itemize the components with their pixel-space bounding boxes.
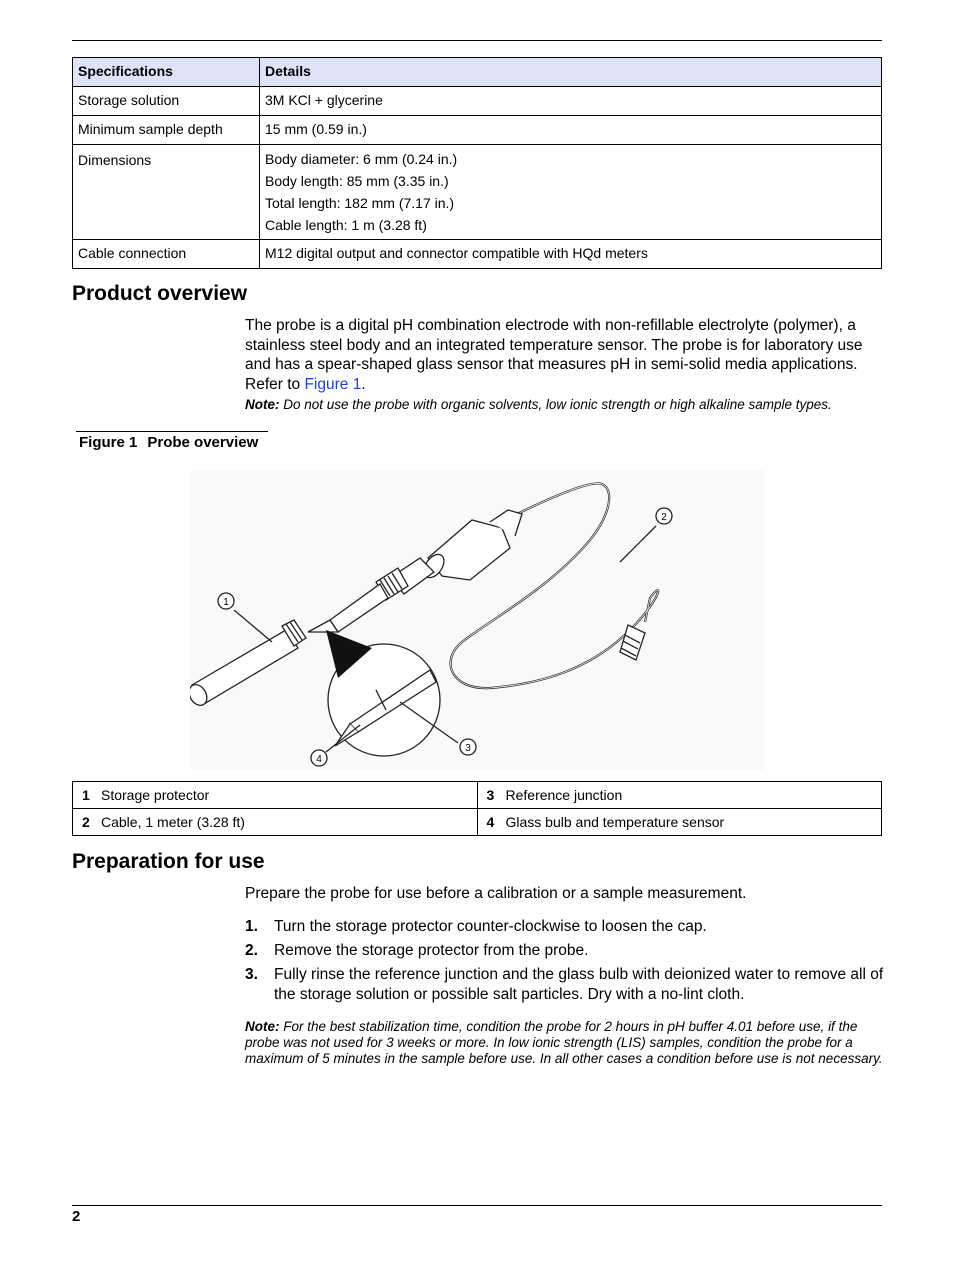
probe-illustration — [190, 470, 764, 770]
table-row — [73, 240, 882, 269]
section-heading-preparation: Preparation for use — [72, 850, 265, 873]
column-header: Specifications — [73, 58, 260, 87]
detail-cell: M12 digital output and connector compatible with HQd meters — [260, 240, 882, 269]
legend-item — [73, 782, 478, 809]
overview-note — [245, 397, 885, 413]
table-row — [73, 809, 882, 836]
figure-legend-table — [72, 781, 882, 836]
list-item — [245, 965, 885, 1004]
legend-item — [73, 809, 478, 836]
legend-text: Reference junction — [505, 786, 623, 803]
spec-cell: Storage solution — [73, 87, 260, 116]
figure-label: Figure 1 — [79, 434, 138, 451]
overview-body-end: . — [361, 375, 366, 393]
detail-line: Total length: 182 mm (7.17 in.) — [265, 195, 455, 211]
callout-1: 1 — [223, 597, 229, 608]
header-rule — [72, 40, 882, 41]
table-header-row — [73, 58, 882, 87]
figure-link[interactable]: Figure 1 — [304, 375, 362, 393]
table-row — [73, 782, 882, 809]
preparation-steps — [245, 917, 885, 1009]
spec-cell: Minimum sample depth — [73, 116, 260, 145]
legend-text: Cable, 1 meter (3.28 ft) — [101, 813, 245, 830]
table-row — [73, 145, 882, 240]
figure-title: Probe overview — [147, 434, 259, 451]
legend-number: 1 — [82, 786, 90, 803]
step-number: 2. — [245, 942, 258, 959]
figure-rule — [76, 431, 268, 432]
note-text: For the best stabilization time, condition the probe for 2 hours in pH buffer 4.01 before use, if the probe was not used for 3 weeks or more. In low ionic strength (LIS) samples, condition the probe for a maximum of 5 minutes in the sample before use. In all other cases a condition before use is not necessary. — [245, 1019, 883, 1066]
list-item — [245, 941, 885, 961]
step-number: 3. — [245, 966, 258, 983]
legend-text: Glass bulb and temperature sensor — [505, 813, 725, 830]
note-label: Note: — [245, 397, 280, 412]
table-row — [73, 87, 882, 116]
callout-3: 3 — [465, 743, 471, 754]
legend-number: 4 — [486, 813, 495, 830]
step-number: 1. — [245, 918, 258, 935]
footer-rule — [72, 1205, 882, 1206]
preparation-note — [245, 1019, 885, 1067]
legend-item — [477, 809, 882, 836]
step-text: Fully rinse the reference junction and the glass bulb with deionized water to remove all of the storage solution or possible salt particles. Dry with a no-lint cloth. — [274, 966, 884, 1003]
overview-paragraph — [245, 316, 885, 394]
legend-number: 2 — [82, 813, 90, 830]
page-number: 2 — [72, 1208, 81, 1225]
detail-cell: 15 mm (0.59 in.) — [260, 116, 882, 145]
table-row — [73, 116, 882, 145]
step-text: Turn the storage protector counter-clockwise to loosen the cap. — [274, 918, 707, 935]
legend-item — [477, 782, 882, 809]
spec-cell: Dimensions — [73, 145, 260, 240]
detail-line: Body diameter: 6 mm (0.24 in.) — [265, 151, 458, 167]
detail-line: Cable length: 1 m (3.28 ft) — [265, 217, 427, 233]
note-label: Note: — [245, 1019, 280, 1034]
legend-number: 3 — [486, 786, 495, 803]
preparation-intro: Prepare the probe for use before a calibration or a sample measurement. — [245, 885, 747, 902]
callout-2: 2 — [661, 512, 667, 523]
detail-cell: 3M KCl + glycerine — [260, 87, 882, 116]
section-heading-product-overview: Product overview — [72, 282, 248, 305]
overview-body: The probe is a digital pH combination electrode with non-refillable electrolyte (polymer), a stainless steel body and an integrated temperature sensor. The probe is for laboratory use and has a spear-shaped glass sensor that measures pH in semi-solid media applications. Refer to — [245, 317, 863, 393]
spec-cell: Cable connection — [73, 240, 260, 269]
callout-4: 4 — [316, 754, 322, 765]
column-header: Details — [260, 58, 882, 87]
detail-line: Body length: 85 mm (3.35 in.) — [265, 173, 449, 189]
legend-text: Storage protector — [101, 786, 210, 803]
detail-cell — [260, 145, 882, 240]
step-text: Remove the storage protector from the probe. — [274, 942, 589, 959]
figure-caption — [79, 434, 258, 451]
note-text: Do not use the probe with organic solvents, low ionic strength or high alkaline sample types. — [279, 397, 832, 412]
list-item — [245, 917, 885, 937]
specifications-table — [72, 57, 882, 269]
